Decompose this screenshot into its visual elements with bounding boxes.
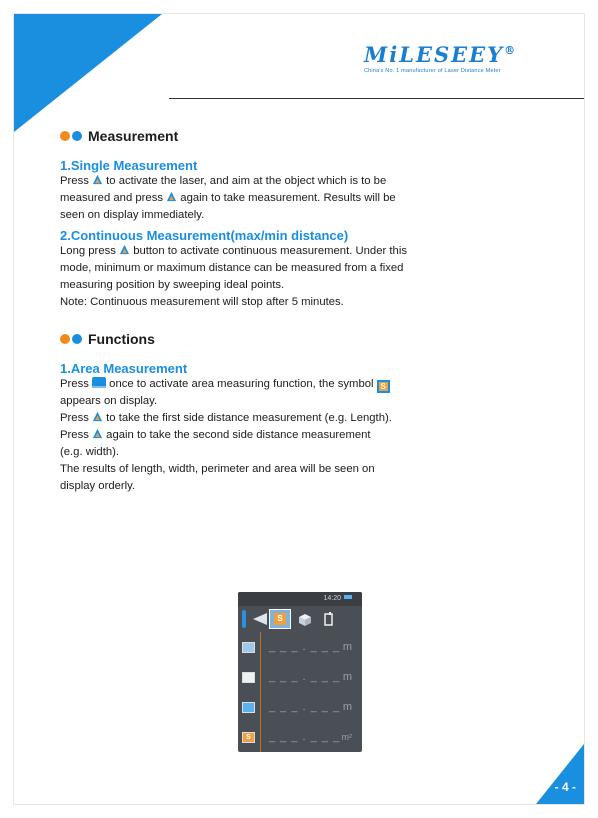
orange-dot-icon [60,131,70,141]
laser-button-icon [92,411,103,422]
content [60,128,540,495]
volume-mode-icon [296,610,314,628]
single-measurement-text: Press to activate the laser, and aim at the object which is to be measured and press again to take measurement. Results will be seen on display immediately. [60,175,396,221]
brand-logo [364,42,564,74]
blue-dot-icon [72,131,82,141]
device-time: 14:20 [323,595,341,602]
laser-button-icon [92,174,103,185]
reading-row: _ _ _ . _ _ _ m [238,692,362,722]
orange-dot-icon [60,334,70,344]
device-readings [238,632,362,752]
section-heading-functions: Functions [60,331,540,347]
laser-direction-icon [251,610,269,628]
subheading-continuous-measurement: 2.Continuous Measurement(max/min distance) [60,228,349,243]
brand-name: MiLESEEY [364,42,505,67]
function-button-icon [92,377,106,388]
battery-icon [344,595,352,599]
length-icon [242,642,255,653]
header-divider [169,98,584,99]
device-status-bar [238,592,362,606]
area-measurement-text: Press once to activate area measuring function, the symbol S appears on display. Press to take the first side distance measurement (e.g. Length). Press again to take the second side distance measurement (e.g. width). The results of length, width, perimeter and area will be seen on display orderly. [60,378,392,492]
area-mode-selected-icon: S [269,609,291,629]
laser-button-icon [166,191,177,202]
level-indicator-icon [242,610,246,628]
registered-mark: ® [504,44,518,57]
device-mode-icons [238,606,362,632]
reading-row: _ _ _ . _ _ _ m [238,662,362,692]
subheading-single-measurement: 1.Single Measurement [60,158,198,173]
corner-decoration-top-left [14,14,162,132]
reading-row: _ _ _ . _ _ _ m [238,632,362,662]
area-result-icon: S [242,732,255,743]
perimeter-icon [242,702,255,713]
section-heading-measurement: Measurement [60,128,540,144]
brand-tagline: China's No. 1 manufacturer of Laser Distance Meter [364,68,501,74]
area-symbol-icon: S [377,380,390,393]
laser-button-icon [92,428,103,439]
subheading-area-measurement: 1.Area Measurement [60,361,188,376]
device-reference-icon [319,610,337,628]
continuous-measurement-text: Long press button to activate continuous measurement. Under this mode, minimum or maximum distance can be measured from a fixed measuring position by sweeping ideal points. Note: Continuous measurement will stop after 5 minutes. [60,245,407,308]
corner-decoration-bottom-right [536,744,584,804]
page-number: - 4 - [554,780,576,794]
blue-dot-icon [72,334,82,344]
reading-row: S _ _ _ . _ _ _ m² [238,722,362,752]
laser-button-icon [119,244,130,255]
width-icon [242,672,255,683]
device-display-illustration [238,592,362,752]
